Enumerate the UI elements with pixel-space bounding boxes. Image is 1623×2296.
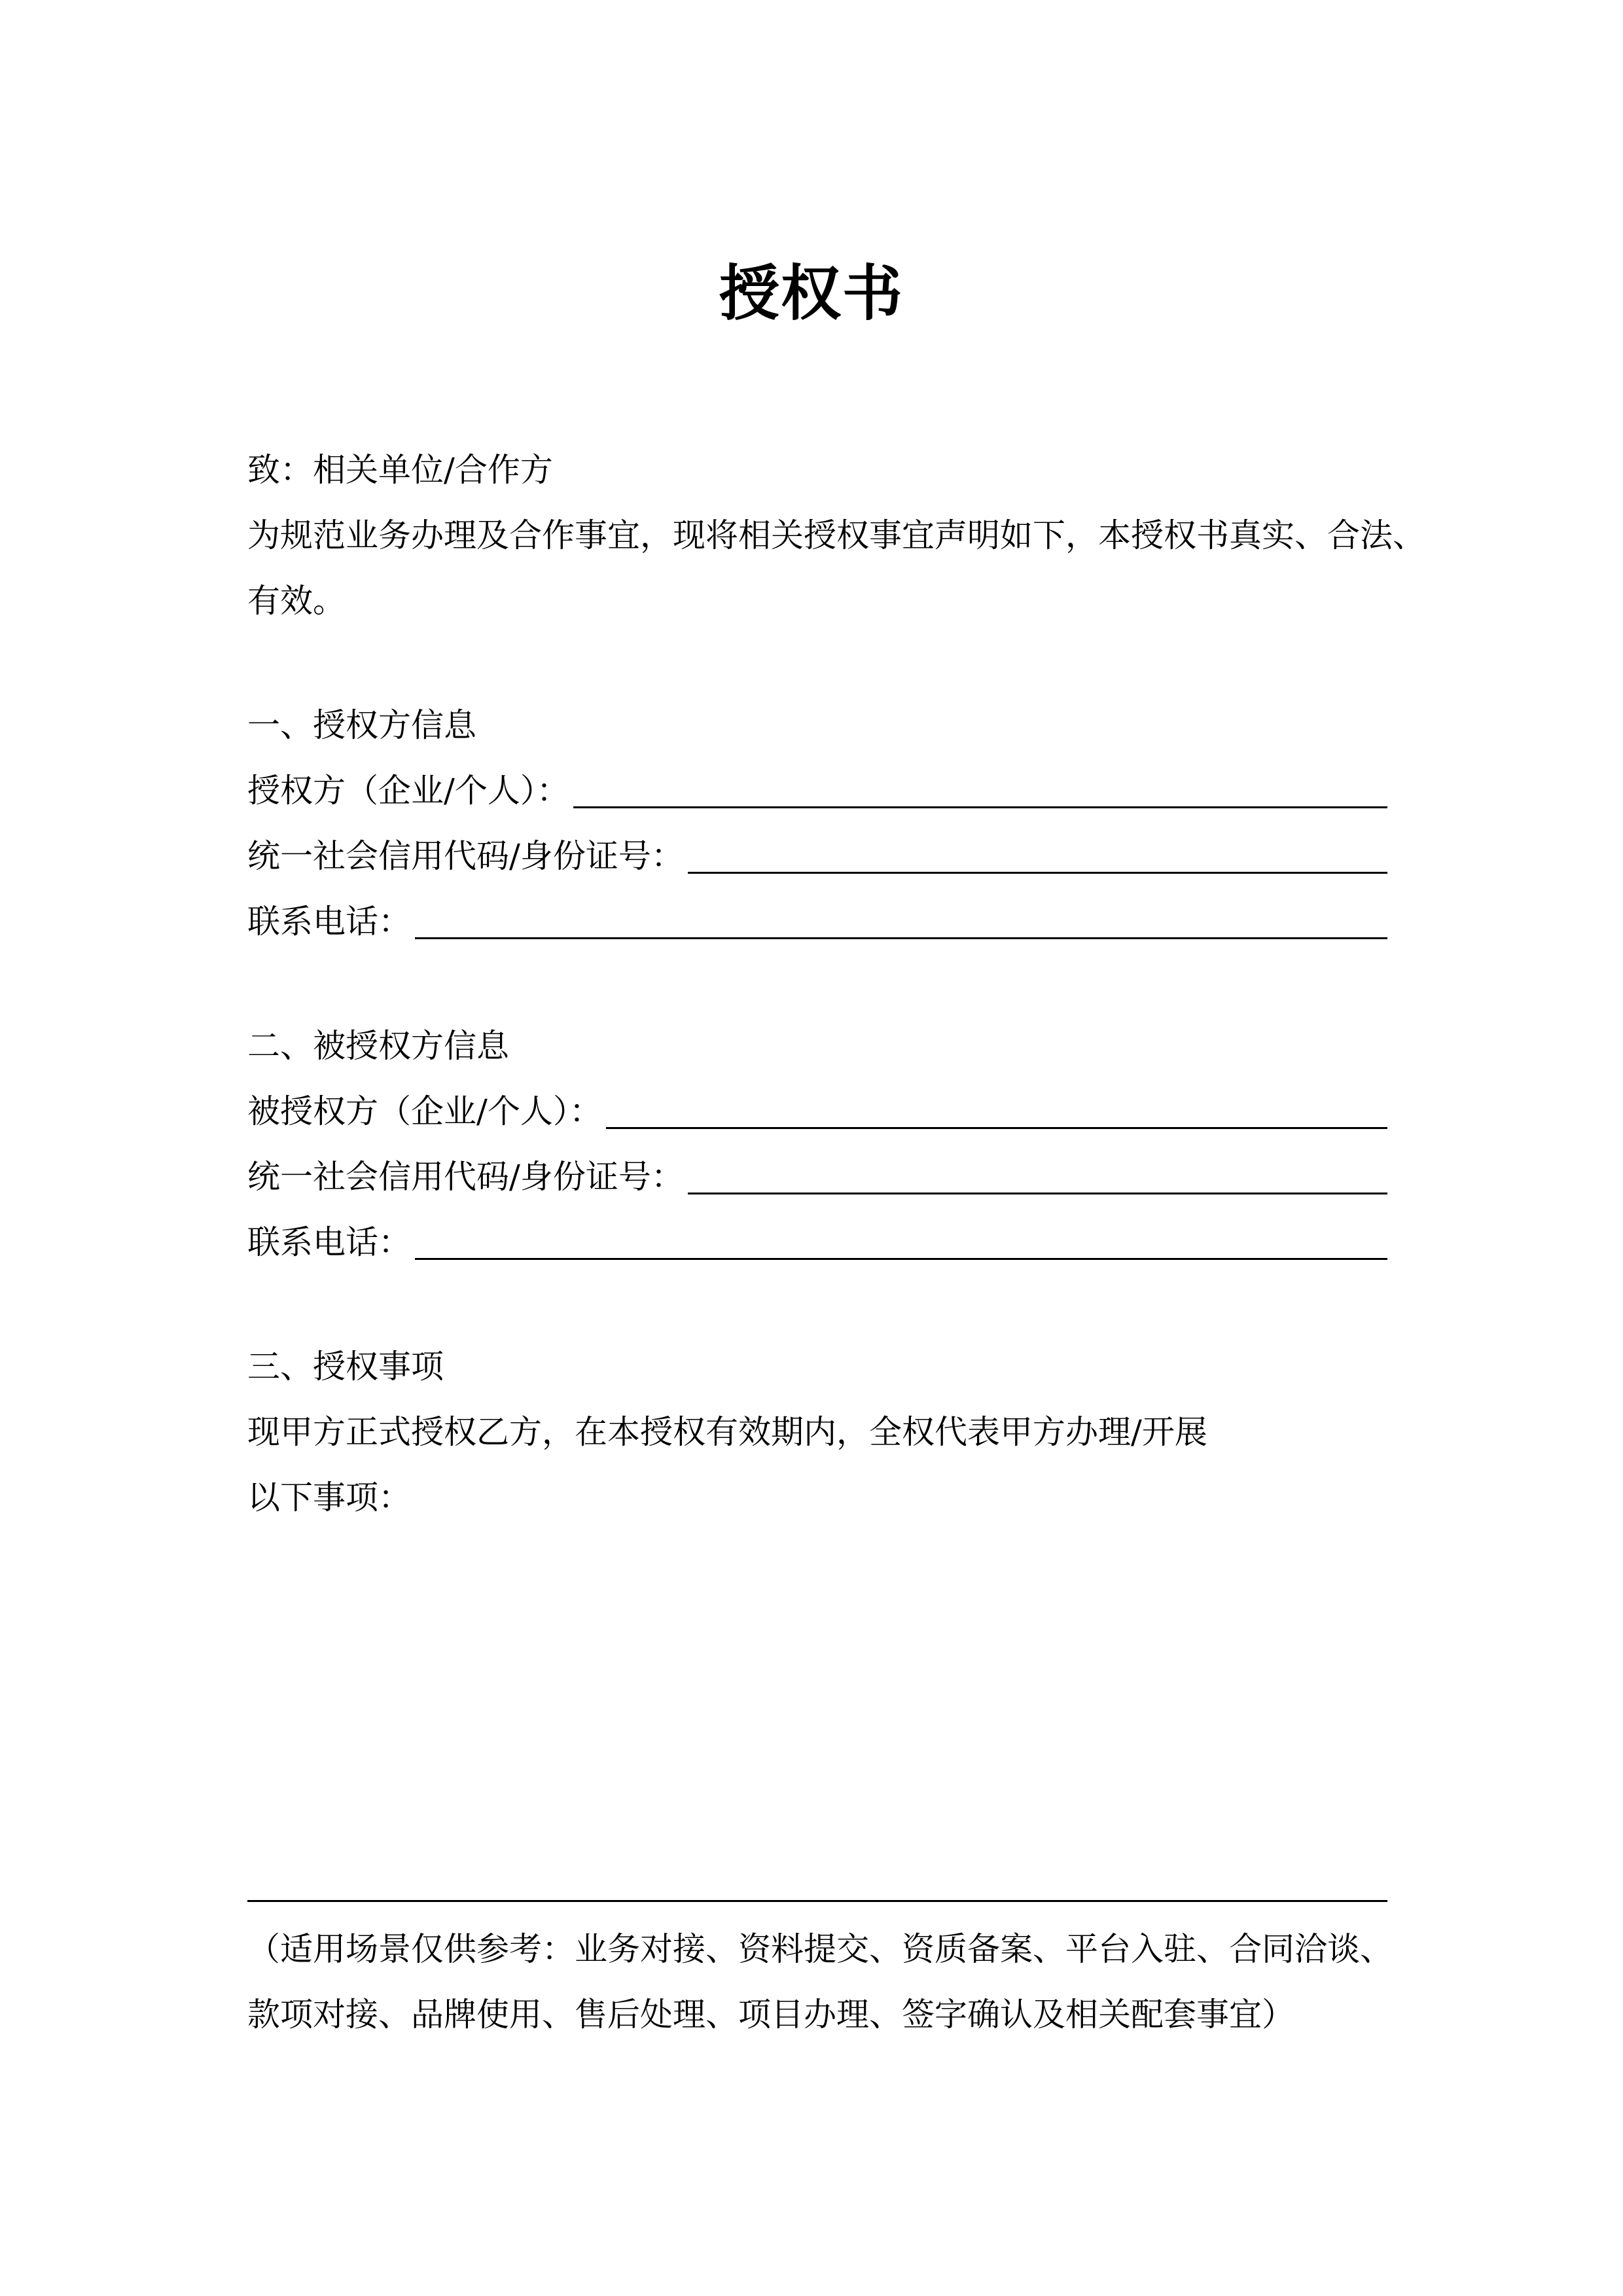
- grantee-name-label: 被授权方（企业/个人）：: [247, 1092, 602, 1130]
- grantee-phone-label: 联系电话：: [247, 1223, 411, 1261]
- grantee-name-field: [247, 1088, 1387, 1134]
- grantee-id-field: [247, 1154, 1387, 1200]
- authorization-text-line-2: 以下事项：: [247, 1479, 411, 1516]
- grantor-name-blank: [573, 806, 1387, 808]
- authorization-text-line-1: 现甲方正式授权乙方，在本授权有效期内，全权代表甲方办理/开展: [247, 1413, 1207, 1451]
- grantee-phone-field: [247, 1219, 1387, 1265]
- footnote-divider: [247, 1900, 1387, 1902]
- grantor-phone-field: [247, 899, 1387, 944]
- grantor-id-blank: [688, 872, 1387, 874]
- footnote-line-1: （适用场景仅供参考：业务对接、资料提交、资质备案、平台入驻、合同洽谈、: [247, 1930, 1393, 1968]
- document-title: 授权书: [719, 258, 904, 329]
- grantee-id-blank: [688, 1193, 1387, 1194]
- grantee-name-blank: [606, 1127, 1387, 1129]
- grantor-name-label: 授权方（企业/个人）：: [247, 772, 569, 810]
- intro-line-2: 有效。: [247, 582, 346, 620]
- grantor-phone-blank: [415, 937, 1387, 939]
- recipient-line: 致：相关单位/合作方: [247, 451, 553, 489]
- grantor-id-field: [247, 833, 1387, 879]
- grantee-phone-blank: [415, 1258, 1387, 1260]
- footnote-line-2: 款项对接、品牌使用、售后处理、项目办理、签字确认及相关配套事宜）: [247, 1996, 1294, 2034]
- intro-line-1: 为规范业务办理及合作事宜，现将相关授权事宜声明如下，本授权书真实、合法、: [247, 516, 1425, 554]
- grantor-id-label: 统一社会信用代码/身份证号：: [247, 837, 684, 875]
- grantor-name-field: [247, 768, 1387, 814]
- section2-heading: 二、被授权方信息: [247, 1027, 509, 1065]
- grantor-phone-label: 联系电话：: [247, 903, 411, 941]
- section1-heading: 一、授权方信息: [247, 706, 476, 744]
- section3-heading: 三、授权事项: [247, 1348, 444, 1386]
- grantee-id-label: 统一社会信用代码/身份证号：: [247, 1158, 684, 1196]
